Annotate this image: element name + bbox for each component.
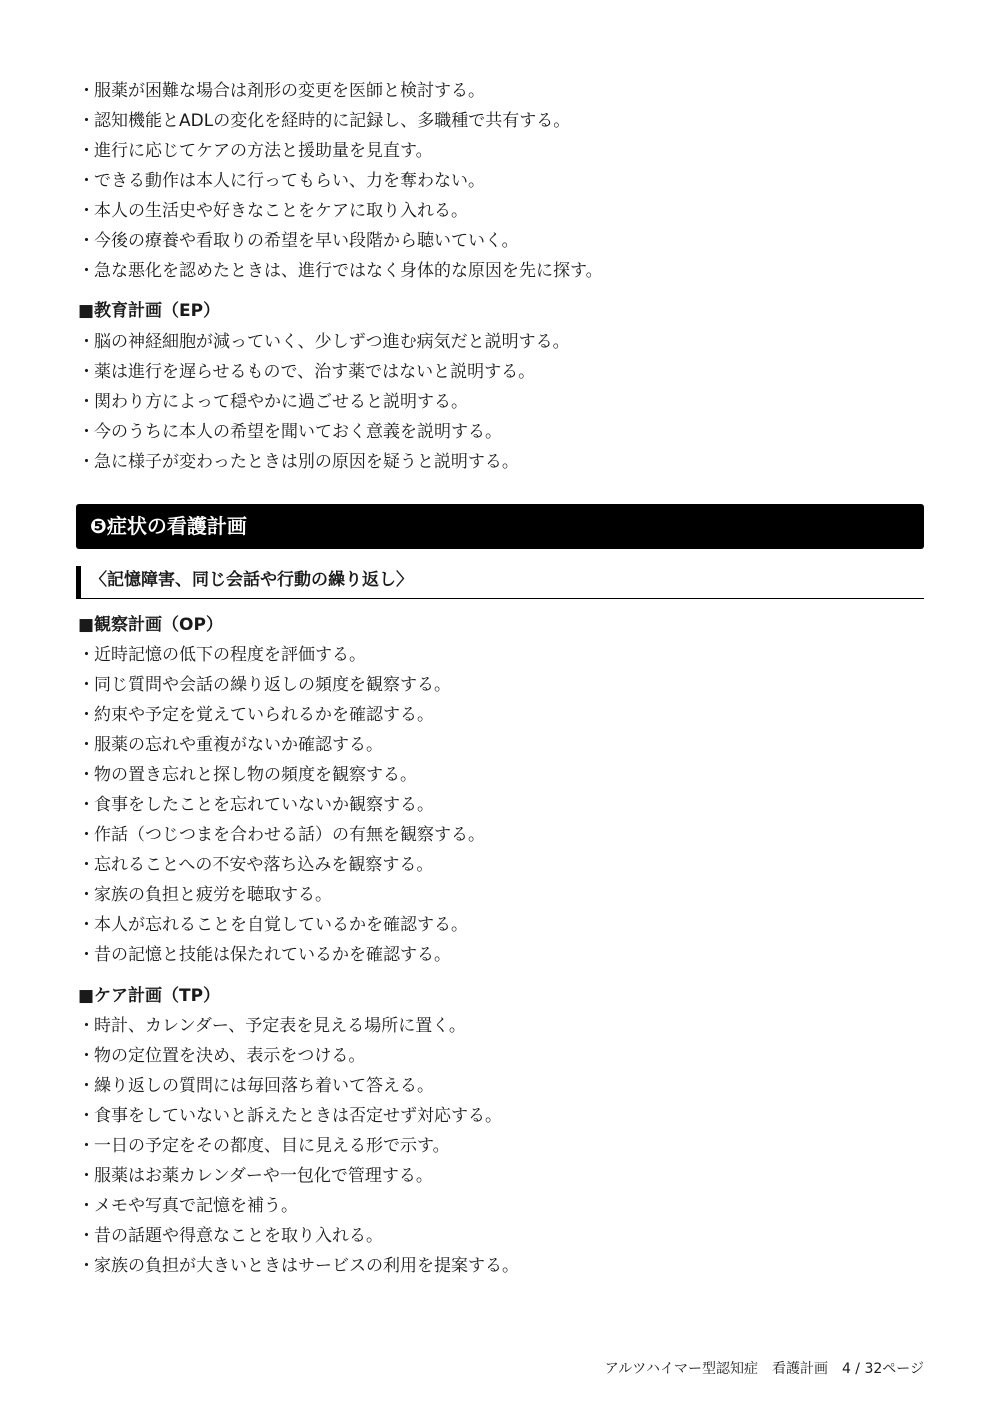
list-item: ・認知機能とADLの変化を経時的に記録し、多職種で共有する。 [78,111,571,131]
list-item: ・忘れることへの不安や落ち込みを観察する。 [78,855,434,875]
list-item: ・本人の生活史や好きなことをケアに取り入れる。 [78,201,468,221]
list-item: ・服薬が困難な場合は剤形の変更を医師と検討する。 [78,81,485,101]
list-item: ・急に様子が変わったときは別の原因を疑うと説明する。 [78,452,519,472]
list-item: ・食事をしたことを忘れていないか観察する。 [78,795,434,815]
list-item: ・昔の記憶と技能は保たれているかを確認する。 [78,945,451,965]
topic-label: 〈記憶障害、同じ会話や行動の繰り返し〉 [90,570,413,590]
list-item: ・服薬の忘れや重複がないか確認する。 [78,735,383,755]
list-item: ・同じ質問や会話の繰り返しの頻度を観察する。 [78,675,451,695]
list-item: ・家族の負担と疲労を聴取する。 [78,885,332,905]
list-item: ・時計、カレンダー、予定表を見える場所に置く。 [78,1016,466,1036]
ep-heading: ■教育計画（EP） [78,301,221,321]
page-footer: アルツハイマー型認知症 看護計画 4 / 32ページ [604,1361,924,1377]
list-item: ・繰り返しの質問には毎回落ち着いて答える。 [78,1076,434,1096]
list-item: ・進行に応じてケアの方法と援助量を見直す。 [78,141,433,161]
topic-rule [76,566,81,598]
list-item: ・急な悪化を認めたときは、進行ではなく身体的な原因を先に探す。 [78,261,603,281]
list-item: ・一日の予定をその都度、目に見える形で示す。 [78,1136,450,1156]
tp-heading: ■ケア計画（TP） [78,986,221,1006]
list-item: ・作話（つじつまを合わせる話）の有無を観察する。 [78,825,485,845]
list-item: ・約束や予定を覚えていられるかを確認する。 [78,705,434,725]
list-item: ・食事をしていないと訴えたときは否定せず対応する。 [78,1106,502,1126]
list-item: ・家族の負担が大きいときはサービスの利用を提案する。 [78,1256,519,1276]
list-item: ・昔の話題や得意なことを取り入れる。 [78,1226,383,1246]
list-item: ・脳の神経細胞が減っていく、少しずつ進む病気だと説明する。 [78,332,570,352]
list-item: ・メモや写真で記憶を補う。 [78,1196,298,1216]
list-item: ・物の置き忘れと探し物の頻度を観察する。 [78,765,417,785]
list-item: ・今のうちに本人の希望を聞いておく意義を説明する。 [78,422,502,442]
list-item: ・物の定位置を決め、表示をつける。 [78,1046,366,1066]
section-header-bar [76,504,924,549]
list-item: ・薬は進行を遅らせるもので、治す薬ではないと説明する。 [78,362,536,382]
list-item: ・できる動作は本人に行ってもらい、力を奪わない。 [78,171,485,191]
list-item: ・今後の療養や看取りの希望を早い段階から聴いていく。 [78,231,519,251]
list-item: ・服薬はお薬カレンダーや一包化で管理する。 [78,1166,433,1186]
op-heading: ■観察計画（OP） [78,615,223,635]
topic-heading [76,566,924,599]
list-item: ・本人が忘れることを自覚しているかを確認する。 [78,915,468,935]
list-item: ・近時記憶の低下の程度を評価する。 [78,645,366,665]
list-item: ・関わり方によって穏やかに過ごせると説明する。 [78,392,468,412]
section-title: ❺症状の看護計画 [90,514,247,538]
